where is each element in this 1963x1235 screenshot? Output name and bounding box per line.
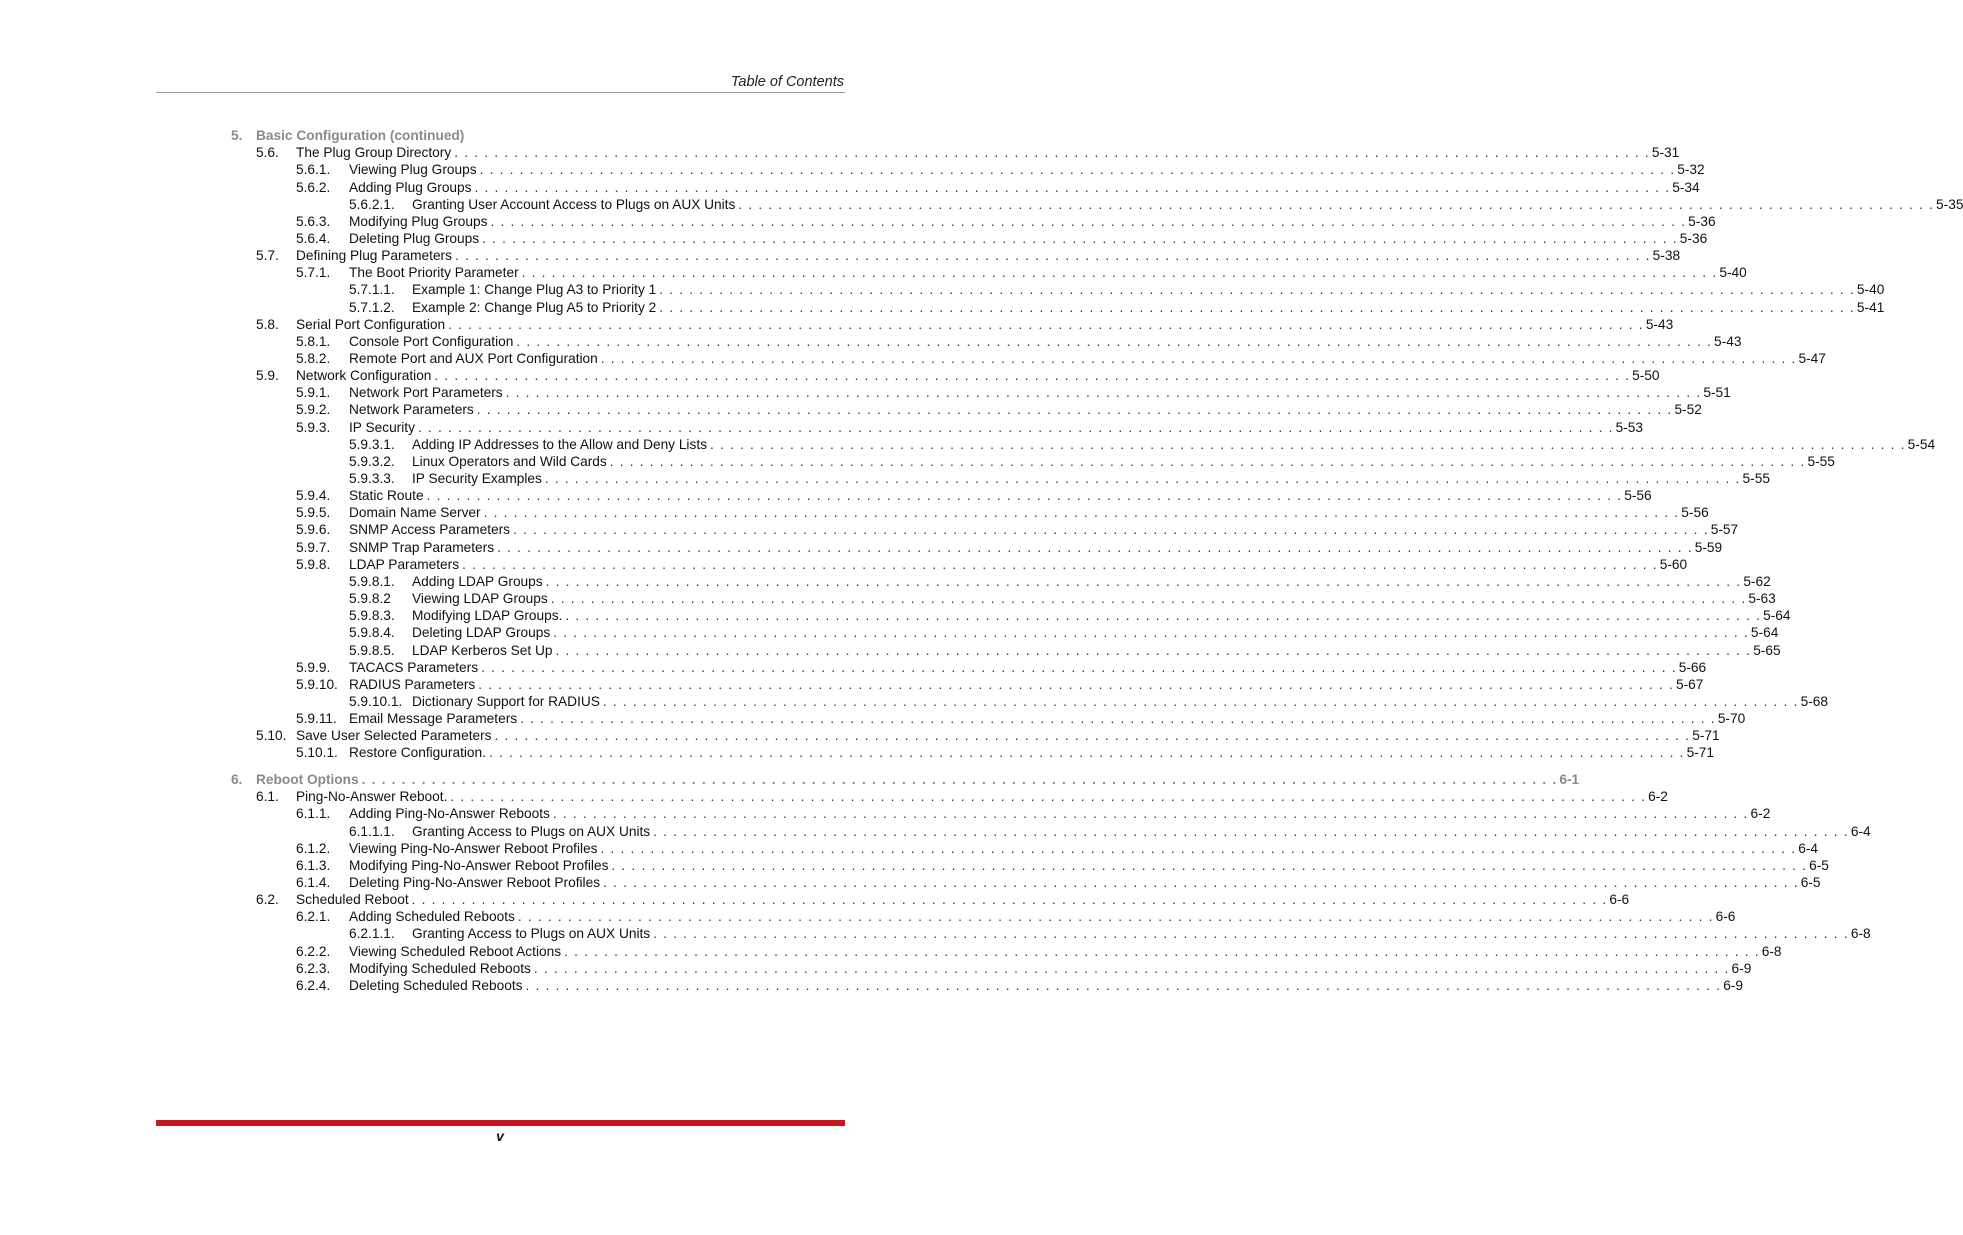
toc-entry-page: 5-71	[1686, 745, 1715, 761]
toc-entry-title: Email Message Parameters	[349, 711, 518, 727]
toc-entry-page: 6-8	[1850, 926, 1871, 942]
toc-entry[interactable]	[0, 196, 1963, 213]
toc-entry-number: 5.9.6.	[296, 522, 331, 538]
toc-dot-leader: . . . . . . . . . . . . . . . . . . . . . . . . . . . . . . . . . . . . . . . . . . . . . . . . . . . . . . . . . . . . . . . . . . . . . . . . . . . . . . . . . . . . . . . . . . . . . . . . . . . . . . . . . . . . . . . . . . . . . . . .	[600, 840, 1797, 856]
toc-entry-number: 5.8.	[256, 316, 279, 332]
toc-dot-leader: . . . . . . . . . . . . . . . . . . . . . . . . . . . . . . . . . . . . . . . . . . . . . . . . . . . . . . . . . . . . . . . . . . . . . . . . . . . . . . . . . . . . . . . . . . . . . . . . . . . . . . . . . . . . . . . . . . . . . . . .	[411, 892, 1608, 908]
toc-entry-page: 6-2	[1750, 806, 1771, 822]
toc-dot-leader: . . . . . . . . . . . . . . . . . . . . . . . . . . . . . . . . . . . . . . . . . . . . . . . . . . . . . . . . . . . . . . . . . . . . . . . . . . . . . . . . . . . . . . . . . . . . . . . . . . . . . . . . . . . . . . . . . . . . . . . .	[448, 316, 1644, 332]
toc-entry-page: 5-59	[1694, 539, 1723, 555]
toc-entry-page: 5-41	[1856, 299, 1885, 315]
toc-entry[interactable]	[0, 350, 1826, 367]
toc-entry[interactable]	[0, 710, 1746, 727]
toc-entry[interactable]	[0, 676, 1704, 693]
toc-entry-number: 5.9.8.	[296, 556, 331, 572]
toc-entry-title: IP Security	[349, 419, 415, 435]
toc-dot-leader: . . . . . . . . . . . . . . . . . . . . . . . . . . . . . . . . . . . . . . . . . . . . . . . . . . . . . . . . . . . . . . . . . . . . . . . . . . . . . . . . . . . . . . . . . . . . . . . . . . . . . . . . . . . . . . . . . . . . . . . .	[478, 676, 1674, 692]
toc-entry-title: Network Parameters	[349, 402, 474, 418]
toc-entry-page: 5-32	[1677, 162, 1705, 178]
toc-dot-leader: . . . . . . . . . . . . . . . . . . . . . . . . . . . . . . . . . . . . . . . . . . . . . . . . . . . . . . . . . . . . . . . . . . . . . . . . . . . . . . . . . . . . . . . . . . . . . . . . . . . . . . . . . . . . . . . . . . . . . . . .	[659, 282, 1855, 298]
toc-entry[interactable]	[0, 823, 1871, 840]
page-number: v	[496, 1128, 504, 1144]
toc-entry-number: 5.6.2.	[296, 179, 331, 195]
toc-entry-title: RADIUS Parameters	[349, 676, 476, 692]
toc-dot-leader: . . . . . . . . . . . . . . . . . . . . . . . . . . . . . . . . . . . . . . . . . . . . . . . . . . . . . . . . . . . . . . . . . . . . . . . . . . . . . . . . . . . . . . . . . . . . . . . . . . . . . . . . . . . . . . . . . . . . . . . .	[550, 591, 1747, 606]
toc-entry-number: 6.2.1.	[296, 909, 331, 925]
toc-entry-number: 5.10.1.	[296, 745, 338, 761]
toc-dot-leader: . . . . . . . . . . . . . . . . . . . . . . . . . . . . . . . . . . . . . . . . . . . . . . . . . . . . . . . . . . . . . . . . . . . . . . . . . . . . . . . . . . . . . . . . . . . . . . . . . . . . . . . . . . . . . . . . . . . . . . . .	[520, 711, 1716, 727]
toc-entry-page: 5-70	[1717, 711, 1746, 727]
toc-entry-title: Example 2: Change Plug A5 to Priority 2	[412, 299, 657, 315]
toc-dot-leader: . . . . . . . . . . . . . . . . . . . . . . . . . . . . . . . . . . . . . . . . . . . . . . . . . . . . . . . . . . . . . . . . . . . . . . . . . . . . . . . . . . . . . . . . . . . . . . . . . . . . . . . . . . . . . . . . . . . . . . . .	[516, 333, 1713, 349]
toc-entry-number: 5.9.8.5.	[349, 642, 395, 658]
toc-dot-leader: . . . . . . . . . . . . . . . . . . . . . . . . . . . . . . . . . . . . . . . . . . . . . . . . . . . . . . . . . . . . . . . . . . . . . . . . . . . . . . . . . . . . . . . . . . . . . . . . . . . . . . . . . . . . . . . . . . . . . . . .	[426, 488, 1623, 504]
footer-accent-bar	[156, 1120, 845, 1126]
toc-entry-title: Serial Port Configuration	[296, 316, 446, 332]
toc-entry-title: Basic Configuration (continued)	[256, 128, 465, 143]
toc-entry-title: Save User Selected Parameters	[296, 728, 492, 744]
toc-entry[interactable]	[0, 857, 1829, 874]
toc-entry[interactable]	[0, 521, 1739, 538]
toc-entry-page: 5-64	[1750, 625, 1779, 641]
toc-entry-page: 5-43	[1645, 316, 1674, 332]
toc-entry-number: 6.1.4.	[296, 874, 331, 890]
toc-entry-title: Modifying LDAP Groups.	[412, 608, 563, 624]
toc-entry-title: Linux Operators and Wild Cards	[412, 453, 607, 469]
toc-entry[interactable]	[0, 161, 1705, 178]
toc-dot-leader: . . . . . . . . . . . . . . . . . . . . . . . . . . . . . . . . . . . . . . . . . . . . . . . . . . . . . . . . . . . . . . . . . . . . . . . . . . . . . . . . . . . . . . . . . . . . . . . . . . . . . . . . . . . . . . . . . . . . . . . .	[521, 265, 1718, 281]
toc-entry-number: 5.9.10.1.	[349, 693, 403, 709]
toc-entry-title: Deleting Ping-No-Answer Reboot Profiles	[349, 874, 601, 890]
toc-entry-number: 5.9.8.1.	[349, 573, 395, 589]
toc-entry[interactable]	[0, 607, 1791, 624]
toc-dot-leader: . . . . . . . . . . . . . . . . . . . . . . . . . . . . . . . . . . . . . . . . . . . . . . . . . . . . . . . . . . . . . . . . . . . . . . . . . . . . . . . . . . . . . . . . . . . . . . . . . . . . . . . . . . . . . . . . . . . . . . . .	[653, 823, 1849, 839]
toc-dot-leader: . . . . . . . . . . . . . . . . . . . . . . . . . . . . . . . . . . . . . . . . . . . . . . . . . . . . . . . . . . . . . . . . . . . . . . . . . . . . . . . . . . . . . . . . . . . . . . . . . . . . . . . . . . . . . . . . . . . . . . . .	[494, 728, 1691, 744]
toc-entry-number: 5.9.3.2.	[349, 453, 395, 469]
toc-entry-page: 5-50	[1632, 368, 1660, 384]
toc-dot-leader: . . . . . . . . . . . . . . . . . . . . . . . . . . . . . . . . . . . . . . . . . . . . . . . . . . . . . . . . . . . . . . . . . . . . . . . . . . . . . . . . . . . . . . . . . . . . . . . . . . . . . . . . . . . . . . . . . . . . . . . .	[482, 230, 1678, 246]
toc-entry[interactable]	[0, 840, 1819, 857]
toc-entry-title: IP Security Examples	[412, 471, 542, 486]
toc-entry-number: 6.2.3.	[296, 960, 331, 976]
toc-entry[interactable]	[0, 659, 1707, 676]
toc-entry-title: Reboot Options	[256, 772, 359, 787]
toc-entry-page: 5-52	[1674, 402, 1702, 418]
toc-entry-title: Deleting LDAP Groups	[412, 625, 551, 641]
toc-entry[interactable]	[0, 908, 1736, 925]
toc-entry[interactable]	[0, 624, 1779, 641]
toc-entry-page: 5-40	[1856, 282, 1885, 298]
toc-entry-page: 6-8	[1761, 943, 1782, 959]
toc-entry-page: 6-1	[1559, 772, 1580, 787]
toc-entry-title: Console Port Configuration	[349, 333, 514, 349]
toc-entry-page: 5-64	[1763, 608, 1791, 624]
toc-entry-page: 5-57	[1710, 522, 1739, 538]
toc-entry-page: 5-60	[1659, 556, 1688, 572]
toc-entry[interactable]	[0, 367, 1660, 384]
toc-entry-title: Viewing Scheduled Reboot Actions	[349, 943, 562, 959]
toc-entry-page: 5-47	[1798, 350, 1826, 366]
toc-entry[interactable]	[0, 230, 1708, 247]
toc-entry-number: 5.9.3.	[296, 419, 331, 435]
toc-entry-number: 5.9.5.	[296, 505, 331, 521]
toc-dot-leader: . . . . . . . . . . . . . . . . . . . . . . . . . . . . . . . . . . . . . . . . . . . . . . . . . . . . . . . . . . . . . . . . . . . . . . . . . . . . . . . . . . . . . . . . . . . . . . . . . . . . . . . . . . . . . . . . . . . . . . . .	[565, 608, 1762, 624]
toc-entry-title: Deleting Scheduled Reboots	[349, 977, 523, 993]
toc-dot-leader: . . . . . . . . . . . . . . . . . . . . . . . . . . . . . . . . . . . . . . . . . . . . . . . . . . . . . . . . . . . . . . . . . . . . . . . . . . . . . . . . . . . . . . . . . . . . . . . . . . . . . . . . . . . . . . . . . . . . . . . .	[611, 857, 1808, 873]
toc-entry[interactable]	[0, 874, 1821, 891]
toc-dot-leader: . . . . . . . . . . . . . . . . . . . . . . . . . . . . . . . . . . . . . . . . . . . . . . . . . . . . . . . . . . . . . . . . . . . . . . . . . . . . . . . . . . . . . . . . . . . . . . . . . . . . . . . . . . . . . . . . . . . . . . . .	[505, 385, 1702, 401]
toc-entry-title: Adding Ping-No-Answer Reboots	[349, 806, 550, 822]
toc-entry-title: Viewing Ping-No-Answer Reboot Profiles	[349, 840, 598, 856]
toc-entry-page: 5-56	[1624, 488, 1652, 504]
toc-entry-page: 5-63	[1748, 591, 1776, 606]
toc-entry-page: 6-4	[1850, 823, 1871, 839]
toc-entry-number: 5.9.1.	[296, 385, 331, 401]
toc-entry-number: 5.7.1.2.	[349, 299, 395, 315]
toc-entry-number: 5.9.10.	[296, 676, 338, 692]
toc-entry[interactable]	[0, 179, 1700, 196]
toc-entry[interactable]	[0, 401, 1702, 418]
toc-entry-page: 5-54	[1907, 436, 1936, 452]
toc-entry[interactable]	[0, 470, 1770, 487]
toc-entry-number: 5.6.4.	[296, 230, 331, 246]
toc-entry-page: 6-4	[1798, 840, 1819, 856]
toc-entry-title: Modifying Scheduled Reboots	[349, 960, 531, 976]
toc-entry-title: Viewing LDAP Groups	[412, 591, 548, 606]
toc-entry-page: 6-9	[1723, 977, 1743, 993]
toc-entry-title: Restore Configuration.	[349, 745, 486, 761]
toc-entry-number: 5.9.8.2	[349, 591, 391, 606]
toc-entry-number: 5.8.1.	[296, 333, 331, 349]
toc-entry-page: 5-51	[1703, 385, 1731, 401]
toc-entry[interactable]	[0, 247, 1681, 264]
toc-dot-leader: . . . . . . . . . . . . . . . . . . . . . . . . . . . . . . . . . . . . . . . . . . . . . . . . . . . . . . . . . . . . . . . . . . . . . . . . . . . . . . . . . . . . . . . . . . . . . . . . . . . . . . . . . . . . . . . . . . . . . . . .	[361, 772, 1558, 787]
toc-entry-page: 5-35	[1936, 196, 1963, 212]
toc-entry-number: 5.9.8.4.	[349, 625, 395, 641]
toc-entry[interactable]	[0, 436, 1936, 453]
toc-dot-leader: . . . . . . . . . . . . . . . . . . . . . . . . . . . . . . . . . . . . . . . . . . . . . . . . . . . . . . . . . . . . . . . . . . . . . . . . . . . . . . . . . . . . . . . . . . . . . . . . . . . . . . . . . . . . . . . . . . . . . . . .	[481, 659, 1677, 675]
toc-entry-number: 5.6.2.1.	[349, 196, 395, 212]
toc-entry-title: Network Port Parameters	[349, 385, 503, 401]
toc-dot-leader: . . . . . . . . . . . . . . . . . . . . . . . . . . . . . . . . . . . . . . . . . . . . . . . . . . . . . . . . . . . . . . . . . . . . . . . . . . . . . . . . . . . . . . . . . . . . . . . . . . . . . . . . . . . . . . . . . . . . . . . .	[552, 806, 1749, 822]
toc-dot-leader: . . . . . . . . . . . . . . . . . . . . . . . . . . . . . . . . . . . . . . . . . . . . . . . . . . . . . . . . . . . . . . . . . . . . . . . . . . . . . . . . . . . . . . . . . . . . . . . . . . . . . . . . . . . . . . . . . . . . . . . .	[479, 162, 1676, 178]
toc-entry-page: 6-5	[1809, 857, 1829, 873]
toc-entry-title: Modifying Ping-No-Answer Reboot Profiles	[349, 857, 609, 873]
toc-dot-leader: . . . . . . . . . . . . . . . . . . . . . . . . . . . . . . . . . . . . . . . . . . . . . . . . . . . . . . . . . . . . . . . . . . . . . . . . . . . . . . . . . . . . . . . . . . . . . . . . . . . . . . . . . . . . . . . . . . . . . . . .	[555, 642, 1752, 658]
toc-entry-number: 5.9.7.	[296, 539, 331, 555]
toc-dot-leader: . . . . . . . . . . . . . . . . . . . . . . . . . . . . . . . . . . . . . . . . . . . . . . . . . . . . . . . . . . . . . . . . . . . . . . . . . . . . . . . . . . . . . . . . . . . . . . . . . . . . . . . . . . . . . . . . . . . . . . . .	[659, 299, 1855, 315]
toc-dot-leader: . . . . . . . . . . . . . . . . . . . . . . . . . . . . . . . . . . . . . . . . . . . . . . . . . . . . . . . . . . . . . . . . . . . . . . . . . . . . . . . . . . . . . . . . . . . . . . . . . . . . . . . . . . . . . . . . . . . . . . . .	[454, 248, 1651, 264]
toc-dot-leader: . . . . . . . . . . . . . . . . . . . . . . . . . . . . . . . . . . . . . . . . . . . . . . . . . . . . . . . . . . . . . . . . . . . . . . . . . . . . . . . . . . . . . . . . . . . . . . . . . . . . . . . . . . . . . . . . . . . . . . . .	[513, 522, 1709, 538]
toc-entry-number: 5.9.2.	[296, 402, 331, 418]
toc-chapter-entry[interactable]	[0, 127, 954, 144]
toc-entry-number: 5.6.3.	[296, 213, 331, 229]
toc-entry-title: Static Route	[349, 488, 424, 504]
toc-entry[interactable]	[0, 213, 1716, 230]
toc-entry-page: 5-55	[1742, 471, 1770, 486]
toc-entry-title: Adding LDAP Groups	[412, 573, 543, 589]
toc-dot-leader: . . . . . . . . . . . . . . . . . . . . . . . . . . . . . . . . . . . . . . . . . . . . . . . . . . . . . . . . . . . . . . . . . . . . . . . . . . . . . . . . . . . . . . . . . . . . . . . . . . . . . . . . . . . . . . . . . . . . . . . .	[483, 505, 1680, 521]
toc-entry-number: 6.1.2.	[296, 840, 331, 856]
toc-entry-title: Adding Plug Groups	[349, 179, 472, 195]
toc-entry-title: Adding Scheduled Reboots	[349, 909, 515, 925]
toc-entry[interactable]	[0, 384, 1731, 401]
toc-entry-number: 5.8.2.	[296, 350, 331, 366]
toc-entry-number: 6.1.	[256, 789, 279, 805]
toc-entry[interactable]	[0, 590, 1776, 607]
toc-dot-leader: . . . . . . . . . . . . . . . . . . . . . . . . . . . . . . . . . . . . . . . . . . . . . . . . . . . . . . . . . . . . . . . . . . . . . . . . . . . . . . . . . . . . . . . . . . . . . . . . . . . . . . . . . . . . . . . . . . . . . . . .	[497, 539, 1693, 555]
toc-dot-leader: . . . . . . . . . . . . . . . . . . . . . . . . . . . . . . . . . . . . . . . . . . . . . . . . . . . . . . . . . . . . . . . . . . . . . . . . . . . . . . . . . . . . . . . . . . . . . . . . . . . . . . . . . . . . . . . . . . . . . . . .	[417, 419, 1614, 435]
toc-dot-leader: . . . . . . . . . . . . . . . . . . . . . . . . . . . . . . . . . . . . . . . . . . . . . . . . . . . . . . . . . . . . . . . . . . . . . . . . . . . . . . . . . . . . . . . . . . . . . . . . . . . . . . . . . . . . . . . . . . . . . . . .	[450, 789, 1647, 805]
toc-entry-number: 6.2.	[256, 892, 279, 908]
toc-entry[interactable]	[0, 264, 1747, 281]
toc-dot-leader: . . . . . . . . . . . . . . . . . . . . . . . . . . . . . . . . . . . . . . . . . . . . . . . . . . . . . . . . . . . . . . . . . . . . . . . . . . . . . . . . . . . . . . . . . . . . . . . . . . . . . . . . . . . . . . . . . . . . . . . .	[564, 943, 1760, 959]
toc-chapter-entry[interactable]	[0, 771, 1580, 788]
toc-dot-leader: . . . . . . . . . . . . . . . . . . . . . . . . . . . . . . . . . . . . . . . . . . . . . . . . . . . . . . . . . . . . . . . . . . . . . . . . . . . . . . . . . . . . . . . . . . . . . . . . . . . . . . . . . . . . . . . . . . . . . . . .	[474, 179, 1671, 195]
toc-entry-page: 5-62	[1743, 573, 1771, 589]
toc-entry-number: 5.6.	[256, 145, 279, 161]
toc-entry[interactable]	[0, 693, 1828, 710]
toc-entry-page: 6-9	[1731, 960, 1752, 976]
toc-entry-page: 5-65	[1753, 642, 1781, 658]
toc-dot-leader: . . . . . . . . . . . . . . . . . . . . . . . . . . . . . . . . . . . . . . . . . . . . . . . . . . . . . . . . . . . . . . . . . . . . . . . . . . . . . . . . . . . . . . . . . . . . . . . . . . . . . . . . . . . . . . . . . . . . . . . .	[738, 196, 1935, 212]
toc-entry-number: 5.6.1.	[296, 162, 331, 178]
toc-entry-number: 6.1.3.	[296, 857, 331, 873]
toc-entry[interactable]	[0, 744, 1715, 761]
toc-dot-leader: . . . . . . . . . . . . . . . . . . . . . . . . . . . . . . . . . . . . . . . . . . . . . . . . . . . . . . . . . . . . . . . . . . . . . . . . . . . . . . . . . . . . . . . . . . . . . . . . . . . . . . . . . . . . . . . . . . . . . . . .	[454, 145, 1650, 161]
toc-entry-page: 5-67	[1675, 676, 1704, 692]
toc-entry-page: 5-36	[1679, 230, 1708, 246]
toc-entry[interactable]	[0, 573, 1771, 590]
toc-entry-page: 5-71	[1692, 728, 1720, 744]
toc-dot-leader: . . . . . . . . . . . . . . . . . . . . . . . . . . . . . . . . . . . . . . . . . . . . . . . . . . . . . . . . . . . . . . . . . . . . . . . . . . . . . . . . . . . . . . . . . . . . . . . . . . . . . . . . . . . . . . . . . . . . . . . .	[653, 926, 1849, 942]
toc-entry-number: 5.7.	[256, 248, 279, 264]
toc-entry-page: 5-56	[1681, 505, 1709, 521]
toc-dot-leader: . . . . . . . . . . . . . . . . . . . . . . . . . . . . . . . . . . . . . . . . . . . . . . . . . . . . . . . . . . . . . . . . . . . . . . . . . . . . . . . . . . . . . . . . . . . . . . . . . . . . . . . . . . . . . . . . . . . . . . . .	[488, 745, 1685, 761]
toc-entry-page: 5-66	[1678, 659, 1707, 675]
toc-entry[interactable]	[0, 487, 1652, 504]
toc-entry-number: 5.9.4.	[296, 488, 331, 504]
toc-entry-title: Deleting Plug Groups	[349, 230, 480, 246]
toc-entry-title: Domain Name Server	[349, 505, 481, 521]
toc-entry[interactable]	[0, 943, 1782, 960]
toc-entry[interactable]	[0, 891, 1630, 908]
toc-entry[interactable]	[0, 299, 1885, 316]
toc-entry-title: Scheduled Reboot	[296, 892, 409, 908]
toc-dot-leader: . . . . . . . . . . . . . . . . . . . . . . . . . . . . . . . . . . . . . . . . . . . . . . . . . . . . . . . . . . . . . . . . . . . . . . . . . . . . . . . . . . . . . . . . . . . . . . . . . . . . . . . . . . . . . . . . . . . . . . . .	[517, 909, 1714, 925]
toc-entry[interactable]	[0, 925, 1871, 942]
toc-entry-title: Remote Port and AUX Port Configuration	[349, 350, 598, 366]
toc-dot-leader: . . . . . . . . . . . . . . . . . . . . . . . . . . . . . . . . . . . . . . . . . . . . . . . . . . . . . . . . . . . . . . . . . . . . . . . . . . . . . . . . . . . . . . . . . . . . . . . . . . . . . . . . . . . . . . . . . . . . . . . .	[533, 960, 1730, 976]
toc-entry-title: Defining Plug Parameters	[296, 248, 452, 264]
toc-entry-title: Modifying Plug Groups	[349, 213, 488, 229]
toc-entry-page: 5-36	[1688, 213, 1716, 229]
toc-dot-leader: . . . . . . . . . . . . . . . . . . . . . . . . . . . . . . . . . . . . . . . . . . . . . . . . . . . . . . . . . . . . . . . . . . . . . . . . . . . . . . . . . . . . . . . . . . . . . . . . . . . . . . . . . . . . . . . . . . . . . . . .	[434, 368, 1631, 384]
toc-dot-leader: . . . . . . . . . . . . . . . . . . . . . . . . . . . . . . . . . . . . . . . . . . . . . . . . . . . . . . . . . . . . . . . . . . . . . . . . . . . . . . . . . . . . . . . . . . . . . . . . . . . . . . . . . . . . . . . . . . . . . . . .	[600, 350, 1797, 366]
toc-dot-leader: . . . . . . . . . . . . . . . . . . . . . . . . . . . . . . . . . . . . . . . . . . . . . . . . . . . . . . . . . . . . . . . . . . . . . . . . . . . . . . . . . . . . . . . . . . . . . . . . . . . . . . . . . . . . . . . . . . . . . . . .	[462, 556, 1658, 572]
toc-entry[interactable]	[0, 727, 1720, 744]
toc-entry-page: 5-55	[1807, 453, 1835, 469]
toc-entry-page: 5-38	[1652, 248, 1681, 264]
toc-dot-leader: . . . . . . . . . . . . . . . . . . . . . . . . . . . . . . . . . . . . . . . . . . . . . . . . . . . . . . . . . . . . . . . . . . . . . . . . . . . . . . . . . . . . . . . . . . . . . . . . . . . . . . . . . . . . . . . . . . . . . . . .	[545, 573, 1742, 589]
toc-entry[interactable]	[0, 788, 1668, 805]
toc-entry-title: Viewing Plug Groups	[349, 162, 477, 178]
toc-entry-page: 5-34	[1672, 179, 1700, 195]
toc-entry-title: LDAP Kerberos Set Up	[412, 642, 553, 658]
toc-entry-title: Example 1: Change Plug A3 to Priority 1	[412, 282, 657, 298]
toc-dot-leader: . . . . . . . . . . . . . . . . . . . . . . . . . . . . . . . . . . . . . . . . . . . . . . . . . . . . . . . . . . . . . . . . . . . . . . . . . . . . . . . . . . . . . . . . . . . . . . . . . . . . . . . . . . . . . . . . . . . . . . . .	[709, 436, 1906, 452]
toc-entry[interactable]	[0, 960, 1752, 977]
toc-entry-title: Granting Access to Plugs on AUX Units	[412, 926, 651, 942]
toc-entry-number: 6.2.4.	[296, 977, 331, 993]
toc-entry-number: 6.1.1.1.	[349, 823, 395, 839]
toc-entry[interactable]	[0, 977, 1743, 994]
toc-entry[interactable]	[0, 419, 1644, 436]
toc-entry-title: Ping-No-Answer Reboot.	[296, 789, 448, 805]
toc-entry-page: 5-68	[1800, 693, 1828, 709]
toc-entry-number: 5.9.3.1.	[349, 436, 395, 452]
toc-dot-leader: . . . . . . . . . . . . . . . . . . . . . . . . . . . . . . . . . . . . . . . . . . . . . . . . . . . . . . . . . . . . . . . . . . . . . . . . . . . . . . . . . . . . . . . . . . . . . . . . . . . . . . . . . . . . . . . . . . . . . . . .	[490, 213, 1687, 229]
toc-dot-leader: . . . . . . . . . . . . . . . . . . . . . . . . . . . . . . . . . . . . . . . . . . . . . . . . . . . . . . . . . . . . . . . . . . . . . . . . . . . . . . . . . . . . . . . . . . . . . . . . . . . . . . . . . . . . . . . . . . . . . . . .	[544, 471, 1741, 486]
toc-dot-leader: . . . . . . . . . . . . . . . . . . . . . . . . . . . . . . . . . . . . . . . . . . . . . . . . . . . . . . . . . . . . . . . . . . . . . . . . . . . . . . . . . . . . . . . . . . . . . . . . . . . . . . . . . . . . . . . . . . . . . . . .	[553, 625, 1749, 641]
toc-entry[interactable]	[0, 453, 1835, 470]
toc-entry-number: 5.7.1.1.	[349, 282, 395, 298]
toc-entry[interactable]	[0, 281, 1885, 298]
toc-dot-leader: . . . . . . . . . . . . . . . . . . . . . . . . . . . . . . . . . . . . . . . . . . . . . . . . . . . . . . . . . . . . . . . . . . . . . . . . . . . . . . . . . . . . . . . . . . . . . . . . . . . . . . . . . . . . . . . . . . . . . . . .	[602, 693, 1799, 709]
toc-entry-title: Granting User Account Access to Plugs on AUX Units	[412, 196, 736, 212]
toc-entry-number: 5.9.9.	[296, 659, 331, 675]
toc-entry[interactable]	[0, 556, 1688, 573]
toc-entry-page: 6-6	[1609, 892, 1630, 908]
toc-entry-title: TACACS Parameters	[349, 659, 479, 675]
toc-entry-page: 6-5	[1800, 874, 1821, 890]
toc-entry-number: 5.7.1.	[296, 265, 331, 281]
toc-entry[interactable]	[0, 144, 1680, 161]
toc-entry[interactable]	[0, 642, 1781, 659]
toc-entry-title: Network Configuration	[296, 368, 432, 384]
toc-entry-page: 5-31	[1651, 145, 1680, 161]
toc-entry-number: 6.1.1.	[296, 806, 331, 822]
toc-entry-page: 6-6	[1715, 909, 1736, 925]
toc-entry[interactable]	[0, 805, 1771, 822]
toc-entry-title: SNMP Access Parameters	[349, 522, 511, 538]
toc-entry-number: 5.9.3.3.	[349, 471, 395, 486]
toc-entry-title: The Boot Priority Parameter	[349, 265, 519, 281]
toc-entry-title: Dictionary Support for RADIUS	[412, 693, 600, 709]
toc-dot-leader: . . . . . . . . . . . . . . . . . . . . . . . . . . . . . . . . . . . . . . . . . . . . . . . . . . . . . . . . . . . . . . . . . . . . . . . . . . . . . . . . . . . . . . . . . . . . . . . . . . . . . . . . . . . . . . . . . . . . . . . .	[603, 874, 1799, 890]
toc-entry-number: 5.9.	[256, 368, 279, 384]
toc-entry-number: 6.2.2.	[296, 943, 331, 959]
toc-entry-title: LDAP Parameters	[349, 556, 460, 572]
toc-entry[interactable]	[0, 316, 1674, 333]
toc-entry-page: 5-40	[1719, 265, 1747, 281]
toc-entry-number: 6.2.1.1.	[349, 926, 395, 942]
toc-entry-page: 5-53	[1615, 419, 1644, 435]
toc-entry-title: SNMP Trap Parameters	[349, 539, 495, 555]
toc-entry[interactable]	[0, 333, 1742, 350]
toc-entry[interactable]	[0, 504, 1709, 521]
toc-dot-leader: . . . . . . . . . . . . . . . . . . . . . . . . . . . . . . . . . . . . . . . . . . . . . . . . . . . . . . . . . . . . . . . . . . . . . . . . . . . . . . . . . . . . . . . . . . . . . . . . . . . . . . . . . . . . . . . . . . . . . . . .	[609, 453, 1806, 469]
toc-entry-number: 5.10.	[256, 728, 287, 744]
toc-entry-number: 6.	[231, 772, 243, 787]
toc-dot-leader: . . . . . . . . . . . . . . . . . . . . . . . . . . . . . . . . . . . . . . . . . . . . . . . . . . . . . . . . . . . . . . . . . . . . . . . . . . . . . . . . . . . . . . . . . . . . . . . . . . . . . . . . . . . . . . . . . . . . . . . .	[525, 977, 1722, 993]
page-header-title: Table of Contents	[730, 74, 844, 90]
toc-entry-title: Granting Access to Plugs on AUX Units	[412, 823, 651, 839]
toc-entry-number: 5.9.8.3.	[349, 608, 395, 624]
toc-entry-page: 6-2	[1648, 789, 1668, 805]
toc-entry-title: Adding IP Addresses to the Allow and Deny Lists	[412, 436, 707, 452]
toc-entry-number: 5.	[231, 128, 243, 143]
toc-entry-number: 5.9.11.	[296, 711, 337, 727]
toc-entry-page: 5-43	[1714, 333, 1742, 349]
header-divider	[156, 92, 845, 93]
toc-dot-leader: . . . . . . . . . . . . . . . . . . . . . . . . . . . . . . . . . . . . . . . . . . . . . . . . . . . . . . . . . . . . . . . . . . . . . . . . . . . . . . . . . . . . . . . . . . . . . . . . . . . . . . . . . . . . . . . . . . . . . . . .	[476, 402, 1673, 418]
toc-entry-title: The Plug Group Directory	[296, 145, 452, 161]
toc-entry[interactable]	[0, 539, 1723, 556]
